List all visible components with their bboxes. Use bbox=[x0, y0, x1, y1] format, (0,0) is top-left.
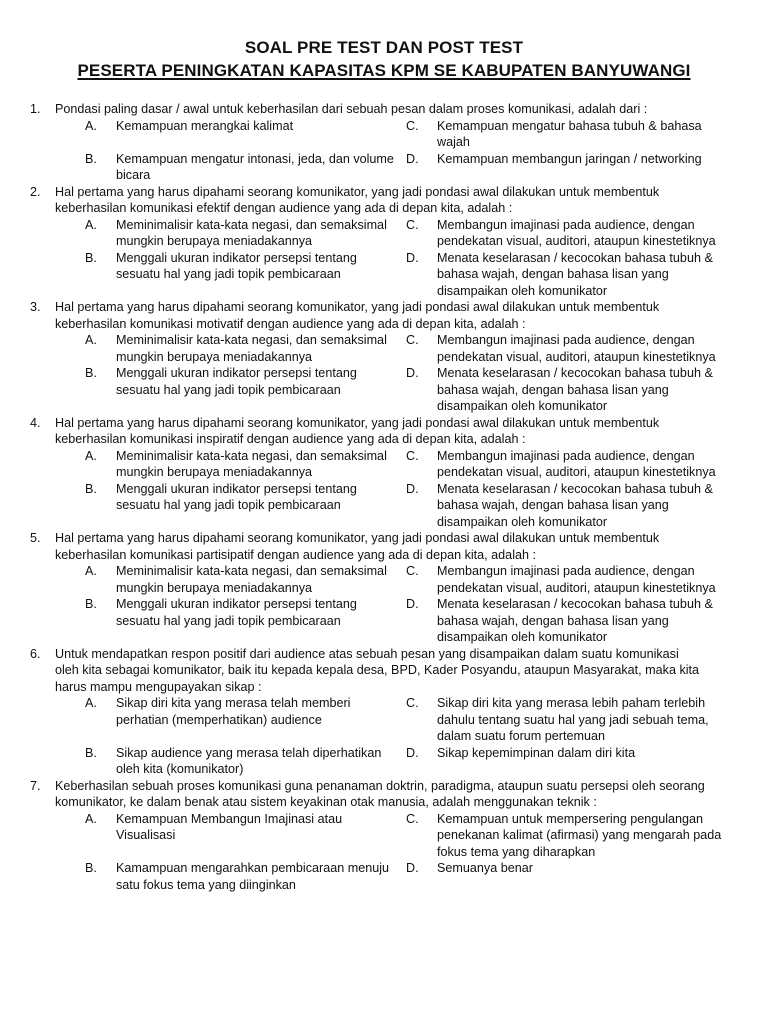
option-c bbox=[406, 217, 728, 250]
option-a bbox=[85, 695, 406, 745]
question-text: Hal pertama yang harus dipahami seorang komunikator, yang jadi pondasi awal dilakukan untuk membentuk keberhasilan komunikasi inspiratif dengan audience yang ada di depan kita, adalah : bbox=[55, 415, 660, 446]
option-letter: D. bbox=[406, 481, 419, 496]
question-text: Pondasi paling dasar / awal untuk keberhasilan dari sebuah pesan dalam proses komunikasi, adalah dari : bbox=[55, 102, 648, 116]
option-d bbox=[406, 860, 728, 893]
option-text: Sikap diri kita yang merasa telah memberi perhatian (memperhatikan) audience bbox=[116, 696, 351, 727]
option-grid bbox=[85, 563, 768, 646]
question-2 bbox=[0, 184, 768, 300]
option-text: Menggali ukuran indikator persepsi tentang sesuatu hal yang jadi topik pembicaraan bbox=[116, 250, 357, 281]
option-letter: A. bbox=[85, 696, 97, 710]
option-letter: C. bbox=[406, 118, 419, 133]
question-number: 7. bbox=[30, 778, 41, 793]
option-a bbox=[85, 811, 406, 861]
option-b bbox=[85, 596, 406, 646]
question-text: Hal pertama yang harus dipahami seorang komunikator, yang jadi pondasi awal dilakukan untuk membentuk keberhasilan komunikasi motivatif dengan audience yang ada di depan kita, adalah : bbox=[55, 300, 660, 331]
option-text: Meminimalisir kata-kata negasi, dan semaksimal mungkin berupaya meniadakannya bbox=[116, 448, 387, 479]
option-text: Semuanya benar bbox=[437, 861, 533, 875]
option-d bbox=[406, 481, 728, 531]
option-d bbox=[406, 250, 728, 300]
question-number: 1. bbox=[30, 102, 41, 116]
option-a bbox=[85, 448, 406, 481]
question-1 bbox=[0, 101, 768, 184]
question-number: 6. bbox=[30, 646, 41, 661]
option-text: Kemampuan merangkai kalimat bbox=[116, 118, 294, 133]
option-text: Kemampuan untuk mempersering pengulangan penekanan kalimat (afirmasi) yang mengarah pada fokus tema yang diharapkan bbox=[437, 811, 722, 859]
option-text: Membangun imajinasi pada audience, dengan pendekatan visual, auditori, ataupun kinestetiknya bbox=[437, 217, 716, 248]
option-letter: D. bbox=[406, 151, 419, 166]
option-text: Kemampuan Membangun Imajinasi atau Visualisasi bbox=[116, 811, 343, 842]
option-letter: A. bbox=[85, 564, 97, 578]
option-letter: A. bbox=[85, 217, 97, 232]
option-letter: A. bbox=[85, 333, 97, 347]
option-a bbox=[85, 118, 406, 151]
option-c bbox=[406, 563, 728, 596]
question-text: Hal pertama yang harus dipahami seorang komunikator, yang jadi pondasi awal dilakukan untuk membentuk keberhasilan komunikasi efektif dengan audience yang ada di depan kita, adalah : bbox=[55, 184, 660, 215]
question-5 bbox=[0, 530, 768, 646]
option-c bbox=[406, 332, 728, 365]
option-text: Kamampuan mengarahkan pembicaraan menuju satu fokus tema yang diinginkan bbox=[116, 861, 390, 892]
document-subtitle-text: PESERTA PENINGKATAN KAPASITAS KPM SE KABUPATEN BANYUWANGI bbox=[77, 61, 691, 80]
document-subtitle bbox=[0, 61, 768, 81]
option-text: Sikap audience yang merasa telah diperhatikan oleh kita (komunikator) bbox=[116, 745, 382, 776]
question-7 bbox=[0, 778, 768, 894]
option-text: Menata keselarasan / kecocokan bahasa tubuh & bahasa wajah, dengan bahasa lisan yang disampaikan oleh komunikator bbox=[437, 481, 713, 529]
option-letter: B. bbox=[85, 481, 97, 496]
option-letter: B. bbox=[85, 745, 97, 760]
option-grid bbox=[85, 217, 768, 300]
option-c bbox=[406, 118, 728, 151]
option-a bbox=[85, 332, 406, 365]
option-d bbox=[406, 745, 728, 778]
document-title: SOAL PRE TEST DAN POST TEST bbox=[244, 38, 524, 57]
question-number: 4. bbox=[30, 415, 41, 430]
option-letter: B. bbox=[85, 597, 97, 611]
option-text: Meminimalisir kata-kata negasi, dan semaksimal mungkin berupaya meniadakannya bbox=[116, 333, 387, 364]
option-letter: C. bbox=[406, 564, 419, 578]
option-text: Kemampuan mengatur bahasa tubuh & bahasa wajah bbox=[437, 118, 702, 149]
option-text: Menggali ukuran indikator persepsi tentang sesuatu hal yang jadi topik pembicaraan bbox=[116, 481, 357, 512]
option-b bbox=[85, 860, 406, 893]
option-grid bbox=[85, 695, 768, 778]
option-letter: D. bbox=[406, 250, 419, 265]
option-text: Menggali ukuran indikator persepsi tentang sesuatu hal yang jadi topik pembicaraan bbox=[116, 597, 357, 628]
option-letter: A. bbox=[85, 448, 97, 463]
option-d bbox=[406, 596, 728, 646]
option-c bbox=[406, 695, 728, 745]
question-6 bbox=[0, 646, 768, 778]
option-letter: B. bbox=[85, 151, 97, 166]
option-text: Menggali ukuran indikator persepsi tentang sesuatu hal yang jadi topik pembicaraan bbox=[116, 366, 357, 397]
option-b bbox=[85, 745, 406, 778]
option-text: Kemampuan membangun jaringan / networking bbox=[437, 151, 702, 166]
option-c bbox=[406, 448, 728, 481]
option-text: Sikap kepemimpinan dalam diri kita bbox=[437, 745, 636, 760]
option-text: Menata keselarasan / kecocokan bahasa tubuh & bahasa wajah, dengan bahasa lisan yang disampaikan oleh komunikator bbox=[437, 597, 713, 644]
question-number: 3. bbox=[30, 300, 41, 314]
option-letter: B. bbox=[85, 861, 97, 875]
question-4 bbox=[0, 415, 768, 531]
question-3 bbox=[0, 299, 768, 415]
option-letter: B. bbox=[85, 250, 97, 265]
option-letter: C. bbox=[406, 811, 419, 826]
option-text: Kemampuan mengatur intonasi, jeda, dan volume bicara bbox=[116, 151, 394, 182]
option-d bbox=[406, 151, 728, 184]
option-grid bbox=[85, 811, 768, 894]
option-text: Membangun imajinasi pada audience, dengan pendekatan visual, auditori, ataupun kinestetiknya bbox=[437, 333, 716, 364]
option-grid bbox=[85, 332, 768, 415]
question-text: Hal pertama yang harus dipahami seorang komunikator, yang jadi pondasi awal dilakukan untuk membentuk keberhasilan komunikasi partisipatif dengan audience yang ada di depan kita, adalah : bbox=[55, 531, 660, 562]
option-a bbox=[85, 563, 406, 596]
option-letter: C. bbox=[406, 217, 419, 232]
option-text: Meminimalisir kata-kata negasi, dan semaksimal mungkin berupaya meniadakannya bbox=[116, 564, 387, 595]
option-grid bbox=[85, 448, 768, 531]
option-text: Membangun imajinasi pada audience, dengan pendekatan visual, auditori, ataupun kinestetiknya bbox=[437, 564, 716, 595]
question-text: Untuk mendapatkan respon positif dari audience atas sebuah pesan yang disampaikan dalam suatu komunikasi oleh kita sebagai komunikator, baik itu kepada kepala desa, BPD, Kader Posyandu, ataupun Masyarakat, maka kita harus mampu mengupayakan sikap : bbox=[55, 646, 700, 694]
option-letter: C. bbox=[406, 333, 419, 347]
option-b bbox=[85, 365, 406, 415]
option-letter: A. bbox=[85, 811, 97, 826]
option-letter: D. bbox=[406, 861, 419, 875]
question-number: 2. bbox=[30, 184, 41, 199]
option-b bbox=[85, 151, 406, 184]
option-letter: D. bbox=[406, 597, 419, 611]
question-list bbox=[0, 101, 768, 893]
option-a bbox=[85, 217, 406, 250]
option-d bbox=[406, 365, 728, 415]
option-letter: D. bbox=[406, 745, 419, 760]
option-letter: C. bbox=[406, 696, 419, 710]
option-letter: D. bbox=[406, 366, 419, 380]
option-text: Menata keselarasan / kecocokan bahasa tubuh & bahasa wajah, dengan bahasa lisan yang disampaikan oleh komunikator bbox=[437, 250, 713, 298]
question-number: 5. bbox=[30, 531, 41, 545]
option-grid bbox=[85, 118, 768, 184]
option-text: Sikap diri kita yang merasa lebih paham terlebih dahulu tentang suatu hal yang jadi sebuah tema, dalam suatu forum pertemuan bbox=[437, 696, 709, 743]
option-text: Menata keselarasan / kecocokan bahasa tubuh & bahasa wajah, dengan bahasa lisan yang disampaikan oleh komunikator bbox=[437, 366, 713, 413]
option-b bbox=[85, 250, 406, 300]
option-text: Meminimalisir kata-kata negasi, dan semaksimal mungkin berupaya meniadakannya bbox=[116, 217, 387, 248]
option-b bbox=[85, 481, 406, 531]
option-letter: A. bbox=[85, 118, 97, 133]
option-letter: B. bbox=[85, 366, 97, 380]
question-text: Keberhasilan sebuah proses komunikasi guna penanaman doktrin, paradigma, ataupun suatu persepsi oleh seorang komunikator, ke dalam benak atau sistem keyakinan otak manusia, adalah menggunakan teknik : bbox=[55, 778, 705, 809]
option-text: Membangun imajinasi pada audience, dengan pendekatan visual, auditori, ataupun kinestetiknya bbox=[437, 448, 716, 479]
option-letter: C. bbox=[406, 448, 419, 463]
option-c bbox=[406, 811, 728, 861]
